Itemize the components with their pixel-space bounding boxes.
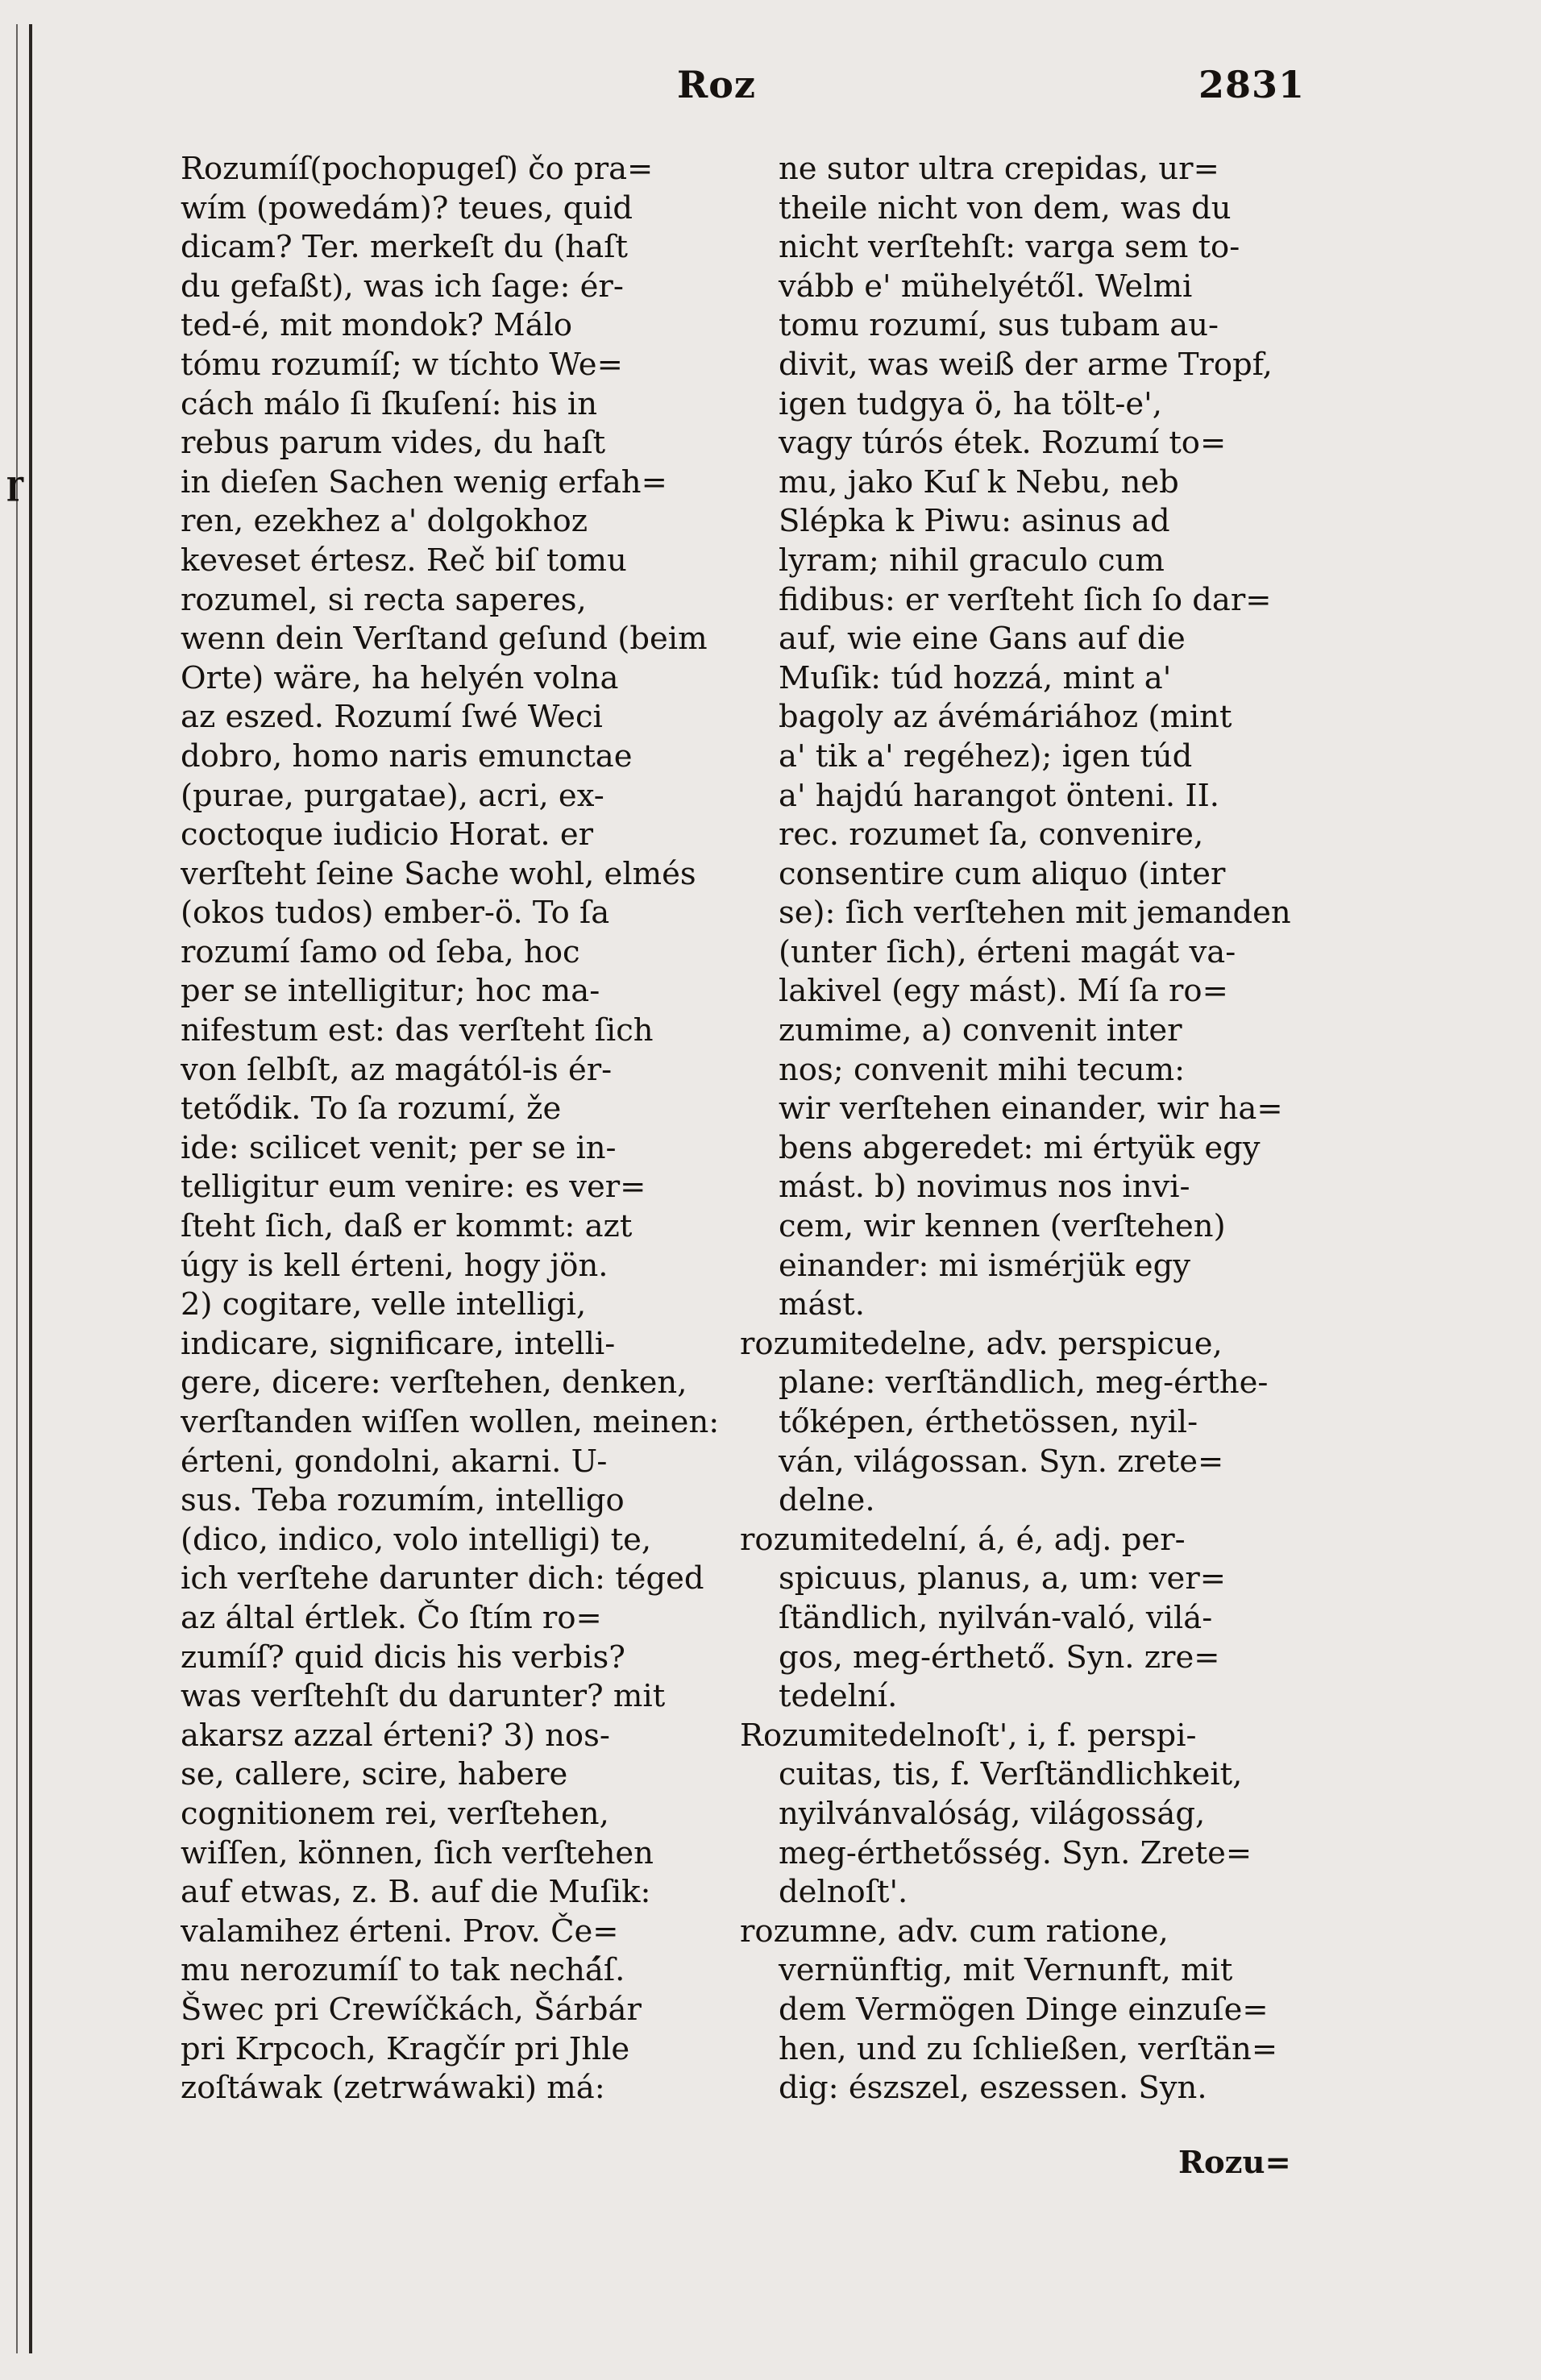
page-header [0,63,1541,119]
text-line: wím (powedám)? teues, quid [181,189,633,226]
text-line: (dico, indico, volo intelligi) te, [181,1521,652,1558]
text-line: gos, meg-érthető. Syn. zre= [779,1639,1220,1676]
text-line: tőképen, érthetössen, nyil- [779,1404,1198,1440]
text-line: se): ſich verſtehen mit jemanden [779,895,1291,932]
text-line: dig: észszel, eszessen. Syn. [779,2070,1207,2107]
right-column [740,150,1320,2108]
text-line: gere, dicere: verſtehen, denken, [181,1364,687,1402]
text-line: ich verſtehe darunter dich: téged [181,1560,704,1597]
text-line: ted-é, mit mondok? Málo [181,307,573,344]
inner-margin-rule [29,24,32,2353]
text-line: a' hajdú harangot önteni. II. [779,777,1220,814]
entry-headword-line: Rozumitedelnoſt', i, f. perspi- [740,1717,1197,1754]
text-line: von ſelbſt, az magától-is ér- [181,1051,613,1088]
text-line: dem Vermögen Dinge einzuſe= [779,1991,1269,2028]
text-line: wir verſtehen einander, wir ha= [779,1090,1283,1128]
text-line: nyilvánvalóság, világosság, [779,1795,1206,1832]
text-line: auf etwas, z. B. auf die Muſik: [181,1874,651,1911]
text-line: wenn dein Verſtand geſund (beim [181,621,708,658]
text-line: a' tik a' regéhez); igen túd [779,737,1193,775]
text-line: fidibus: er verſteht ſich ſo dar= [779,581,1272,618]
running-head: Roz [677,63,757,106]
text-line: érteni, gondolni, akarni. U- [181,1443,608,1480]
text-line: meg-érthetősség. Syn. Zrete= [779,1834,1252,1871]
text-line: zoſtáwak (zetrwáwaki) má: [181,2070,605,2107]
text-line: in dieſen Sachen wenig erfah= [181,463,667,501]
text-line: lyram; nihil graculo cum [779,542,1165,579]
text-line: zumime, a) convenit inter [779,1012,1182,1049]
text-line: úgy is kell érteni, hogy jön. [181,1247,609,1284]
text-line: divit, was weiß der arme Tropf, [779,346,1273,383]
text-line: theile nicht von dem, was du [779,189,1232,226]
text-line: spicuus, planus, a, um: ver= [779,1560,1226,1597]
text-line: igen tudgya ö, ha tölt-e', [779,385,1162,422]
text-line: auf, wie eine Gans auf die [779,621,1186,658]
text-line: ren, ezekhez a' dolgokhoz [181,503,588,540]
text-line: rozumel, si recta saperes, [181,581,587,618]
text-line: wiſſen, können, ſich verſtehen [181,1834,654,1871]
text-line: mu nerozumíſ to tak nechá́ſ. [181,1952,625,1989]
text-line: nos; convenit mihi tecum: [779,1051,1186,1088]
entry-headword-line: rozumitedelní, á, é, adj. per- [740,1521,1186,1558]
text-line: Orte) wäre, ha helyén volna [181,659,619,696]
text-line: ſtändlich, nyilván-való, vilá- [779,1599,1213,1636]
text-line: mu, jako Kuſ k Nebu, neb [779,463,1179,501]
entry-headword-line: rozumitedelne, adv. perspicue, [740,1325,1223,1362]
text-line: telligitur eum venire: es ver= [181,1169,646,1206]
text-line: verſtanden wiſſen wollen, meinen: [181,1404,719,1440]
text-line: verſteht ſeine Sache wohl, elmés [181,855,696,892]
text-line: tómu rozumíſ; w tíchto We= [181,346,623,383]
text-line: plane: verſtändlich, meg-érthe- [779,1364,1269,1402]
text-line: coctoque iudicio Horat. er [181,816,594,854]
text-line: (purae, purgatae), acri, ex- [181,777,604,814]
text-line: lakivel (egy mást). Mí ſa ro= [779,973,1228,1010]
text-line: cách málo ſi ſkuſení: his in [181,385,598,422]
text-line: vagy túrós étek. Rozumí to= [779,425,1227,462]
text-line: akarsz azzal érteni? 3) nos- [181,1717,610,1754]
text-line: ne sutor ultra crepidas, ur= [779,151,1219,187]
text-line: cognitionem rei, verſtehen, [181,1795,609,1832]
text-line: delne. [779,1482,875,1519]
text-line: tomu rozumí, sus tubam au- [779,307,1219,344]
text-line: Šwec pri Crewíčkách, Šárbár [181,1991,642,2028]
text-line: delnoſt'. [779,1874,908,1911]
text-line: cuitas, tis, f. Verſtändlichkeit, [779,1756,1243,1793]
left-column [181,150,719,2108]
text-line: mást. b) novimus nos invi- [779,1169,1190,1206]
text-line: einander: mi ismérjük egy [779,1247,1190,1284]
text-line: mást. [779,1286,865,1323]
text-line: bens abgeredet: mi értyük egy [779,1129,1261,1166]
catchword: Rozu= [1178,2145,1291,2181]
entry-headword-line: rozumne, adv. cum ratione, [740,1913,1169,1950]
text-line: ván, világossan. Syn. zrete= [779,1443,1224,1480]
text-line: (unter ſich), érteni magát va- [779,933,1236,970]
text-line: vernünftig, mit Vernunft, mit [779,1952,1233,1989]
text-line: vább e' mühelyétől. Welmi [779,268,1193,305]
text-line: Slépka k Piwu: asinus ad [779,503,1170,540]
text-line: cem, wir kennen (verſtehen) [779,1208,1226,1245]
text-line: dobro, homo naris emunctae [181,737,633,775]
page-number: 2831 [1198,63,1306,106]
text-line: ide: scilicet venit; per se in- [181,1129,617,1166]
text-line: sus. Teba rozumím, intelligo [181,1482,625,1519]
text-line: consentire cum aliquo (inter [779,855,1226,892]
text-line: nicht verſtehſt: varga sem to- [779,229,1240,266]
text-line: valamihez érteni. Prov. Če= [181,1913,619,1950]
text-line: tetődik. To ſa rozumí, že [181,1090,562,1128]
text-line: Rozumíſ(pochopugeſ) čo pra= [181,151,654,187]
text-line: pri Krpcoch, Kragčír pri Jhle [181,2030,630,2067]
text-line: rozumí ſamo od ſeba, hoc [181,933,580,970]
margin-mark: ɼ [6,464,24,502]
text-line: az eszed. Rozumí ſwé Weci [181,699,603,736]
text-line: du gefaßt), was ich ſage: ér- [181,268,624,305]
text-line: rebus parum vides, du haſt [181,425,606,462]
text-line: Muſik: túd hozzá, mint a' [779,659,1172,696]
text-line: 2) cogitare, velle intelligi, [181,1286,587,1323]
text-line: keveset értesz. Reč biſ tomu [181,542,627,579]
text-line: ſteht ſich, daß er kommt: azt [181,1208,633,1245]
text-line: dicam? Ter. merkeſt du (haſt [181,229,628,266]
text-line: rec. rozumet ſa, convenire, [779,816,1204,854]
text-line: zumíſ? quid dicis his verbis? [181,1639,625,1676]
text-line: se, callere, scire, habere [181,1756,568,1793]
text-line: bagoly az ávémáriához (mint [779,699,1232,736]
text-line: hen, und zu ſchließen, verſtän= [779,2030,1278,2067]
outer-margin-rule [16,24,18,2353]
text-line: nifestum est: das verſteht ſich [181,1012,654,1049]
text-line: indicare, significare, intelli- [181,1325,616,1362]
text-line: per se intelligitur; hoc ma- [181,973,600,1010]
text-line: az által értlek. Čo ſtím ro= [181,1599,602,1636]
text-line: (okos tudos) ember-ö. To ſa [181,895,610,932]
text-line: was verſtehſt du darunter? mit [181,1678,666,1715]
text-line: tedelní. [779,1678,898,1715]
